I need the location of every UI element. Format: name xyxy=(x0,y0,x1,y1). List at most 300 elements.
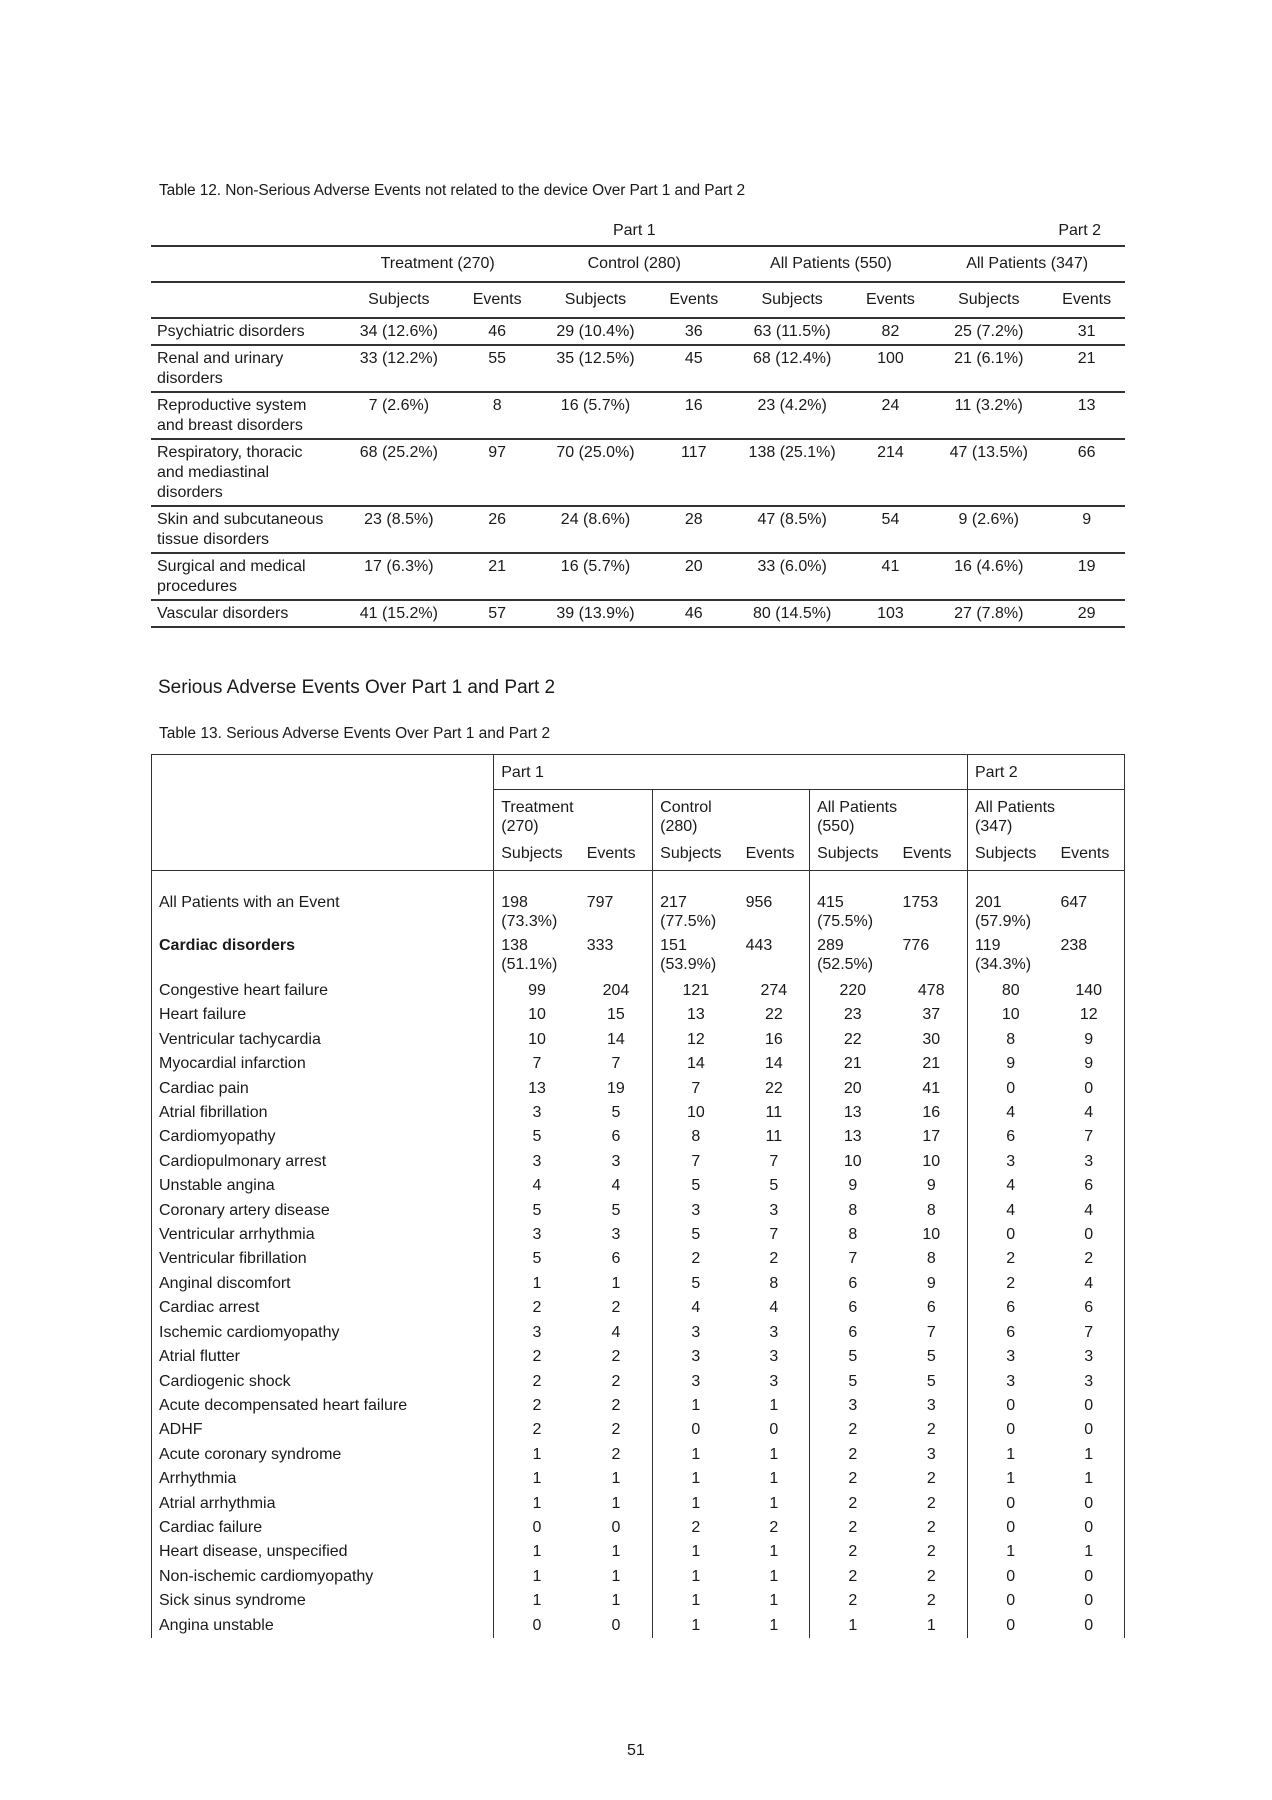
subjects-cell: 2 xyxy=(810,1492,896,1516)
subjects-cell: 6 xyxy=(968,1321,1054,1345)
events-cell: 2 xyxy=(926,1470,936,1488)
table-row xyxy=(152,1077,1125,1101)
events-cell: 82 xyxy=(852,318,930,345)
events-cell: 204 xyxy=(602,982,630,999)
subjects-cell: 0 xyxy=(653,1418,739,1442)
events-cell: 22 xyxy=(764,1006,783,1024)
subjects-cell: 5 xyxy=(494,1199,580,1223)
events-cell: 0 xyxy=(611,1518,621,1536)
events-cell: 21 xyxy=(1048,345,1125,392)
subjects-cell: 7 (2.6%) xyxy=(339,392,458,439)
events-cell: 5 xyxy=(926,1372,936,1390)
subjects-cell: 1 xyxy=(653,1394,739,1418)
events-cell: 14 xyxy=(607,1030,625,1048)
subjects-header: Subjects xyxy=(339,282,458,318)
events-cell: 28 xyxy=(655,506,733,553)
events-cell: 1 xyxy=(611,1567,621,1585)
subjects-cell: 3 xyxy=(653,1345,739,1369)
subjects-cell: 0 xyxy=(968,1394,1054,1418)
events-cell: 4 xyxy=(611,1323,621,1341)
row-label: Ischemic cardiomyopathy xyxy=(159,1323,340,1341)
events-cell: 6 xyxy=(1084,1177,1094,1195)
subjects-cell: 7 xyxy=(810,1247,896,1271)
events-cell: 7 xyxy=(1084,1128,1094,1146)
events-cell: 16 xyxy=(655,392,733,439)
table13-arm-header: All Patients (347) xyxy=(968,790,1125,837)
section-heading: Serious Adverse Events Over Part 1 and Part 2 xyxy=(158,677,556,698)
subjects-cell: 21 (6.1%) xyxy=(929,345,1048,392)
events-cell: 1 xyxy=(769,1616,779,1634)
subjects-cell: 10 xyxy=(494,1003,580,1027)
subjects-cell: 27 (7.8%) xyxy=(929,600,1048,627)
events-cell: 55 xyxy=(458,345,536,392)
subjects-cell: 20 xyxy=(810,1077,896,1101)
table-row xyxy=(152,1540,1125,1564)
events-cell: 6 xyxy=(611,1128,621,1146)
subjects-cell: 1 xyxy=(968,1467,1054,1491)
table-row xyxy=(152,1272,1125,1296)
subjects-cell: 2 xyxy=(810,1443,896,1467)
subjects-cell: 1 xyxy=(653,1565,739,1589)
events-cell: 5 xyxy=(611,1104,621,1122)
events-cell: 9 xyxy=(1084,1030,1094,1048)
row-label: Heart disease, unspecified xyxy=(159,1543,348,1561)
subjects-cell: 8 xyxy=(810,1223,896,1247)
subjects-cell: 220 xyxy=(810,979,896,1003)
subjects-cell: 16 (5.7%) xyxy=(536,392,655,439)
events-cell: 4 xyxy=(611,1177,621,1195)
events-cell: 2 xyxy=(611,1348,621,1366)
subjects-cell: 5 xyxy=(810,1345,896,1369)
subjects-cell: 8 xyxy=(968,1028,1054,1052)
events-cell: 0 xyxy=(1084,1396,1094,1414)
subjects-cell: 14 xyxy=(653,1052,739,1076)
subjects-header: Subjects xyxy=(929,282,1048,318)
page-number: 51 xyxy=(627,1742,645,1759)
events-cell: 4 xyxy=(1084,1274,1094,1292)
events-header: Events xyxy=(739,836,810,871)
row-label: Myocardial infarction xyxy=(159,1055,306,1073)
subjects-cell: 39 (13.9%) xyxy=(536,600,655,627)
events-cell: 2 xyxy=(769,1518,779,1536)
table-row xyxy=(151,506,1125,553)
events-cell: 5 xyxy=(611,1201,621,1219)
subjects-cell: 1 xyxy=(653,1614,739,1638)
events-cell: 214 xyxy=(852,439,930,506)
subjects-cell: 3 xyxy=(653,1199,739,1223)
subjects-cell: 23 xyxy=(810,1003,896,1027)
events-cell: 21 xyxy=(458,553,536,600)
subjects-cell: 23 (8.5%) xyxy=(339,506,458,553)
events-cell: 17 xyxy=(922,1128,941,1146)
table-row xyxy=(152,1247,1125,1271)
events-cell: 8 xyxy=(769,1274,779,1292)
row-label: Sick sinus syndrome xyxy=(159,1592,306,1610)
subjects-cell: 1 xyxy=(494,1467,580,1491)
row-label: Acute coronary syndrome xyxy=(159,1445,342,1463)
events-cell: 1 xyxy=(769,1567,779,1585)
row-label: Cardiac arrest xyxy=(159,1299,260,1317)
table-row xyxy=(151,553,1125,600)
events-cell: 6 xyxy=(926,1299,936,1317)
events-cell: 1 xyxy=(769,1592,779,1610)
subjects-cell: 0 xyxy=(968,1418,1054,1442)
events-cell: 0 xyxy=(1084,1494,1094,1512)
events-cell: 1 xyxy=(611,1543,621,1561)
table-row xyxy=(152,1516,1125,1540)
subjects-cell: 47 (13.5%) xyxy=(929,439,1048,506)
events-cell: 1753 xyxy=(902,894,939,911)
events-cell: 2 xyxy=(926,1543,936,1561)
row-label: Reproductive system and breast disorders xyxy=(151,392,339,439)
events-cell: 3 xyxy=(769,1323,779,1341)
table-row xyxy=(152,1418,1125,1442)
subjects-cell: 80 (14.5%) xyxy=(733,600,852,627)
table-row xyxy=(152,1345,1125,1369)
subjects-header: Subjects xyxy=(733,282,852,318)
subjects-cell: 70 (25.0%) xyxy=(536,439,655,506)
events-cell: 9 xyxy=(926,1274,936,1292)
table12-nonserious-adverse-events xyxy=(151,217,1125,628)
table-row xyxy=(152,1003,1125,1027)
subjects-cell: 4 xyxy=(653,1296,739,1320)
events-cell: 19 xyxy=(607,1079,625,1097)
events-cell: 3 xyxy=(611,1152,621,1170)
events-cell: 7 xyxy=(926,1323,936,1341)
row-label: Renal and urinary disorders xyxy=(151,345,339,392)
events-cell: 2 xyxy=(926,1494,936,1512)
subjects-cell: 415 (75.5%) xyxy=(810,893,896,936)
table-row xyxy=(152,1492,1125,1516)
events-cell: 2 xyxy=(611,1299,621,1317)
events-cell: 1 xyxy=(611,1274,621,1292)
table12-part2-header: Part 2 xyxy=(1058,222,1101,239)
subjects-cell: 119 (34.3%) xyxy=(968,936,1054,979)
events-cell: 66 xyxy=(1048,439,1125,506)
subjects-cell: 63 (11.5%) xyxy=(733,318,852,345)
events-cell: 647 xyxy=(1060,894,1088,911)
events-cell: 3 xyxy=(1084,1372,1094,1390)
events-cell: 1 xyxy=(611,1592,621,1610)
row-label: Angina unstable xyxy=(159,1616,274,1634)
table-row xyxy=(152,1394,1125,1418)
row-label: Cardiac failure xyxy=(159,1518,263,1536)
row-label: Psychiatric disorders xyxy=(151,318,339,345)
events-cell: 3 xyxy=(1084,1348,1094,1366)
row-label: Atrial fibrillation xyxy=(159,1104,268,1122)
events-cell: 9 xyxy=(1084,1055,1094,1073)
subjects-cell: 3 xyxy=(494,1101,580,1125)
row-label: Surgical and medical procedures xyxy=(151,553,339,600)
row-label: Arrhythmia xyxy=(159,1470,237,1488)
subjects-header: Subjects xyxy=(968,836,1054,871)
events-cell: 2 xyxy=(611,1396,621,1414)
table-row xyxy=(151,392,1125,439)
events-header: Events xyxy=(852,282,930,318)
table-row xyxy=(152,1101,1125,1125)
events-cell: 24 xyxy=(852,392,930,439)
table12-body xyxy=(151,318,1125,627)
subjects-cell: 7 xyxy=(653,1150,739,1174)
events-cell: 1 xyxy=(611,1470,621,1488)
subjects-cell: 151 (53.9%) xyxy=(653,936,739,979)
subjects-cell: 2 xyxy=(494,1296,580,1320)
subjects-cell: 1 xyxy=(494,1272,580,1296)
events-cell: 1 xyxy=(769,1470,779,1488)
events-cell: 1 xyxy=(769,1494,779,1512)
subjects-cell: 0 xyxy=(968,1614,1054,1638)
subjects-cell: 68 (25.2%) xyxy=(339,439,458,506)
events-cell: 1 xyxy=(1084,1543,1094,1561)
table-row xyxy=(152,1614,1125,1638)
row-label: Respiratory, thoracic and mediastinal disorders xyxy=(151,439,339,506)
subjects-cell: 35 (12.5%) xyxy=(536,345,655,392)
subjects-cell: 24 (8.6%) xyxy=(536,506,655,553)
row-label: Cardiac disorders xyxy=(159,937,296,954)
events-cell: 41 xyxy=(852,553,930,600)
events-cell: 3 xyxy=(611,1226,621,1244)
table-row xyxy=(152,1370,1125,1394)
events-cell: 9 xyxy=(926,1177,936,1195)
table-row xyxy=(151,439,1125,506)
events-cell: 19 xyxy=(1048,553,1125,600)
row-label: Atrial flutter xyxy=(159,1348,240,1366)
events-cell: 2 xyxy=(611,1445,621,1463)
subjects-cell: 1 xyxy=(653,1443,739,1467)
events-cell: 103 xyxy=(852,600,930,627)
subjects-cell: 2 xyxy=(494,1394,580,1418)
events-cell: 16 xyxy=(764,1030,783,1048)
row-label: Ventricular arrhythmia xyxy=(159,1226,315,1244)
row-label: All Patients with an Event xyxy=(159,894,340,911)
subjects-cell: 3 xyxy=(653,1370,739,1394)
subjects-cell: 41 (15.2%) xyxy=(339,600,458,627)
subjects-cell: 10 xyxy=(810,1150,896,1174)
subjects-cell: 1 xyxy=(968,1443,1054,1467)
events-cell: 54 xyxy=(852,506,930,553)
row-label: Anginal discomfort xyxy=(159,1274,291,1292)
events-cell: 36 xyxy=(655,318,733,345)
table-row xyxy=(152,1150,1125,1174)
subjects-cell: 1 xyxy=(653,1540,739,1564)
events-cell: 7 xyxy=(769,1226,779,1244)
subjects-cell: 6 xyxy=(968,1125,1054,1149)
subjects-cell: 2 xyxy=(494,1418,580,1442)
subjects-cell: 4 xyxy=(494,1174,580,1198)
subjects-cell: 138 (51.1%) xyxy=(494,936,580,979)
events-cell: 2 xyxy=(611,1421,621,1439)
row-label: Ventricular fibrillation xyxy=(159,1250,307,1268)
row-label: ADHF xyxy=(159,1421,203,1439)
table12-caption: Table 12. Non-Serious Adverse Events not related to the device Over Part 1 and Part 2 xyxy=(159,182,746,199)
table-row xyxy=(152,1028,1125,1052)
events-cell: 0 xyxy=(1084,1567,1094,1585)
table12-arm-header: All Patients (550) xyxy=(733,246,930,282)
subjects-cell: 22 xyxy=(810,1028,896,1052)
events-cell: 3 xyxy=(769,1201,779,1219)
subjects-cell: 3 xyxy=(494,1223,580,1247)
subjects-cell: 16 (4.6%) xyxy=(929,553,1048,600)
table12-arm-header: Control (280) xyxy=(536,246,733,282)
events-cell: 0 xyxy=(1084,1616,1094,1634)
events-cell: 97 xyxy=(458,439,536,506)
subjects-cell: 0 xyxy=(494,1516,580,1540)
events-cell: 21 xyxy=(922,1055,941,1073)
subjects-cell: 3 xyxy=(653,1321,739,1345)
events-cell: 8 xyxy=(926,1250,936,1268)
subjects-cell: 5 xyxy=(653,1272,739,1296)
subjects-cell: 2 xyxy=(968,1247,1054,1271)
events-cell: 3 xyxy=(1084,1152,1094,1170)
table12-arm-header: All Patients (347) xyxy=(929,246,1125,282)
row-label: Non-ischemic cardiomyopathy xyxy=(159,1567,374,1585)
events-cell: 238 xyxy=(1060,937,1088,954)
subjects-cell: 23 (4.2%) xyxy=(733,392,852,439)
subjects-cell: 3 xyxy=(968,1150,1054,1174)
subjects-cell: 5 xyxy=(810,1370,896,1394)
table13-arm-header: All Patients (550) xyxy=(810,790,968,837)
events-cell: 797 xyxy=(586,894,614,911)
row-label: Vascular disorders xyxy=(151,600,339,627)
subjects-cell: 10 xyxy=(968,1003,1054,1027)
events-cell: 0 xyxy=(1084,1079,1094,1097)
events-header: Events xyxy=(1048,282,1125,318)
subjects-cell: 2 xyxy=(810,1589,896,1613)
subjects-cell: 0 xyxy=(968,1516,1054,1540)
events-cell: 46 xyxy=(458,318,536,345)
events-cell: 9 xyxy=(1048,506,1125,553)
row-label: Ventricular tachycardia xyxy=(159,1030,321,1048)
events-cell: 1 xyxy=(611,1494,621,1512)
subjects-cell: 2 xyxy=(494,1345,580,1369)
subjects-cell: 9 xyxy=(968,1052,1054,1076)
subjects-cell: 9 (2.6%) xyxy=(929,506,1048,553)
events-cell: 2 xyxy=(611,1372,621,1390)
events-cell: 5 xyxy=(926,1348,936,1366)
events-cell: 12 xyxy=(1079,1006,1098,1024)
subjects-cell: 3 xyxy=(810,1394,896,1418)
subjects-cell: 29 (10.4%) xyxy=(536,318,655,345)
events-cell: 5 xyxy=(769,1177,779,1195)
subjects-cell: 217 (77.5%) xyxy=(653,893,739,936)
events-cell: 7 xyxy=(611,1055,621,1073)
table-row xyxy=(152,1223,1125,1247)
events-header: Events xyxy=(896,836,968,871)
events-cell: 8 xyxy=(458,392,536,439)
events-cell: 14 xyxy=(764,1055,783,1073)
table-row xyxy=(152,1199,1125,1223)
row-label: Cardiogenic shock xyxy=(159,1372,291,1390)
summary-row xyxy=(152,893,1125,936)
events-cell: 20 xyxy=(655,553,733,600)
table-row xyxy=(151,318,1125,345)
subjects-cell: 2 xyxy=(810,1516,896,1540)
row-label: Congestive heart failure xyxy=(159,982,328,999)
subjects-cell: 12 xyxy=(653,1028,739,1052)
subjects-cell: 17 (6.3%) xyxy=(339,553,458,600)
table-row xyxy=(152,979,1125,1003)
events-header: Events xyxy=(1053,836,1124,871)
subjects-cell: 3 xyxy=(494,1321,580,1345)
events-cell: 31 xyxy=(1048,318,1125,345)
subjects-cell: 10 xyxy=(494,1028,580,1052)
events-cell: 2 xyxy=(926,1592,936,1610)
row-label: Skin and subcutaneous tissue disorders xyxy=(151,506,339,553)
subjects-cell: 289 (52.5%) xyxy=(810,936,896,979)
table13-body xyxy=(152,871,1125,1638)
subjects-cell: 0 xyxy=(494,1614,580,1638)
subjects-cell: 21 xyxy=(810,1052,896,1076)
subjects-cell: 0 xyxy=(968,1077,1054,1101)
table-row xyxy=(152,1052,1125,1076)
subjects-cell: 0 xyxy=(968,1565,1054,1589)
subjects-cell: 2 xyxy=(810,1467,896,1491)
subjects-cell: 3 xyxy=(968,1345,1054,1369)
subjects-header: Subjects xyxy=(536,282,655,318)
subjects-cell: 2 xyxy=(810,1565,896,1589)
subjects-cell: 8 xyxy=(810,1199,896,1223)
events-cell: 37 xyxy=(922,1006,941,1024)
events-cell: 11 xyxy=(765,1104,783,1122)
table-row xyxy=(152,1565,1125,1589)
subjects-cell: 6 xyxy=(810,1321,896,1345)
table-row xyxy=(151,345,1125,392)
events-cell: 140 xyxy=(1075,982,1103,999)
subjects-header: Subjects xyxy=(494,836,580,871)
subjects-cell: 2 xyxy=(810,1540,896,1564)
subjects-cell: 198 (73.3%) xyxy=(494,893,580,936)
events-cell: 3 xyxy=(926,1396,936,1414)
events-cell: 117 xyxy=(655,439,733,506)
subjects-cell: 1 xyxy=(653,1589,739,1613)
subjects-cell: 6 xyxy=(810,1272,896,1296)
events-cell: 1 xyxy=(769,1445,779,1463)
subjects-cell: 0 xyxy=(968,1223,1054,1247)
events-header: Events xyxy=(580,836,653,871)
subjects-cell: 80 xyxy=(968,979,1054,1003)
subjects-cell: 1 xyxy=(494,1589,580,1613)
events-cell: 0 xyxy=(769,1421,779,1439)
events-cell: 2 xyxy=(1084,1250,1094,1268)
summary-row xyxy=(152,936,1125,979)
events-cell: 1 xyxy=(1084,1470,1094,1488)
row-label: Atrial arrhythmia xyxy=(159,1494,276,1512)
events-cell: 26 xyxy=(458,506,536,553)
events-cell: 29 xyxy=(1048,600,1125,627)
subjects-cell: 1 xyxy=(968,1540,1054,1564)
events-cell: 100 xyxy=(852,345,930,392)
events-cell: 30 xyxy=(922,1030,941,1048)
events-cell: 1 xyxy=(1084,1445,1094,1463)
events-cell: 0 xyxy=(611,1616,621,1634)
row-label: Acute decompensated heart failure xyxy=(159,1396,408,1414)
events-cell: 13 xyxy=(1048,392,1125,439)
subjects-cell: 1 xyxy=(494,1565,580,1589)
subjects-cell: 13 xyxy=(810,1125,896,1149)
subjects-cell: 5 xyxy=(494,1247,580,1271)
row-label: Unstable angina xyxy=(159,1177,275,1195)
events-cell: 3 xyxy=(769,1372,779,1390)
events-cell: 22 xyxy=(764,1079,783,1097)
events-cell: 6 xyxy=(1084,1299,1094,1317)
table-row xyxy=(152,1125,1125,1149)
row-label: Cardiopulmonary arrest xyxy=(159,1152,327,1170)
events-cell: 8 xyxy=(926,1201,936,1219)
events-cell: 7 xyxy=(1084,1323,1094,1341)
events-cell: 4 xyxy=(769,1299,779,1317)
subjects-cell: 5 xyxy=(653,1223,739,1247)
events-cell: 45 xyxy=(655,345,733,392)
